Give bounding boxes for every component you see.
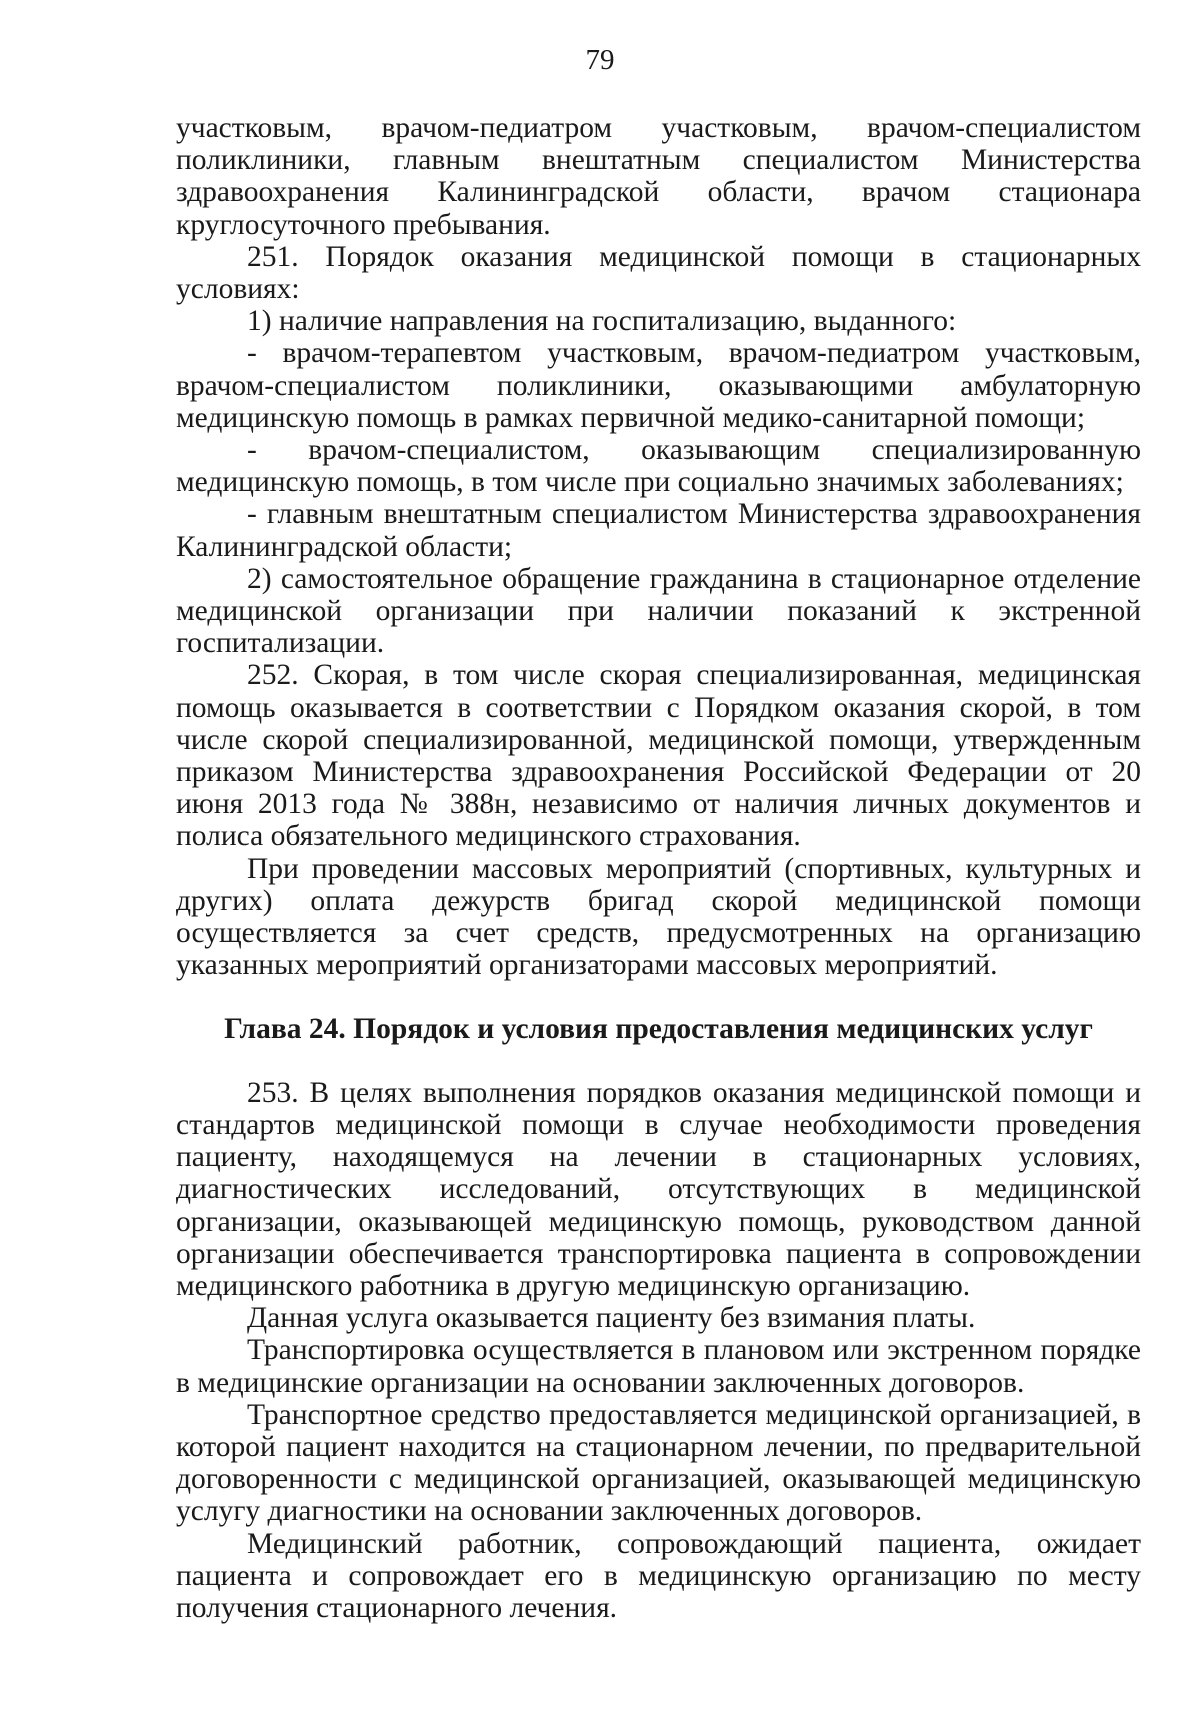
paragraph-251-item-2: 2) самостоятельное обращение гражданина в стационарное отделение медицинской организации при наличии показаний к экстренной госпитализации. [176, 562, 1141, 660]
paragraph-transportation: Транспортировка осуществляется в плановом или экстренном порядке в медицинские организации на основании заключенных договоров. [176, 1334, 1141, 1399]
paragraph-continuation: участковым, врачом-педиатром участковым, врачом-специалистом поликлиники, главным внештатным специалистом Министерства здравоохранения Калининградской области, врачом стационара круглосуточного пребывания. [176, 112, 1141, 241]
paragraph-251-item-1: 1) наличие направления на госпитализацию, выданного: [247, 305, 957, 338]
paragraph-free-service: Данная услуга оказывается пациенту без взимания платы. [247, 1302, 976, 1335]
paragraph-bullet-specialist: - врачом-специалистом, оказывающим специализированную медицинскую помощь, в том числе при социально значимых заболеваниях; [176, 434, 1141, 499]
document-body [176, 112, 1141, 1624]
chapter-heading: Глава 24. Порядок и условия предоставления медицинских услуг [224, 1013, 1093, 1046]
paragraph-vehicle: Транспортное средство предоставляется медицинской организацией, в которой пациент находится на стационарном лечении, по предварительной договоренности с медицинской организацией, оказывающей медицинскую услугу диагностики на основании заключенных договоров. [176, 1398, 1141, 1528]
paragraph-mass-events: При проведении массовых мероприятий (спортивных, культурных и других) оплата дежурств бригад скорой медицинской помощи осуществляется за счет средств, предусмотренных на организацию указанных мероприятий организаторами массовых мероприятий. [176, 852, 1141, 982]
paragraph-252: 252. Скорая, в том числе скорая специализированная, медицинская помощь оказывается в соответствии с Порядком оказания скорой, в том числе скорой специализированной, медицинской помощи, утвержденным приказом Министерства здравоохранения Российской Федерации от 20 июня 2013 года № 388н, независимо от наличия личных документов и полиса обязательного медицинского страхования. [176, 659, 1141, 853]
paragraph-bullet-chief-specialist: - главным внештатным специалистом Министерства здравоохранения Калининградской области; [176, 498, 1141, 563]
paragraph-medical-worker: Медицинский работник, сопровождающий пациента, ожидает пациента и сопровождает его в медицинскую организацию по месту получения стационарного лечения. [176, 1527, 1141, 1624]
paragraph-bullet-therapist: - врачом-терапевтом участковым, врачом-педиатром участковым, врачом-специалистом поликлиники, оказывающими амбулаторную медицинскую помощь в рамках первичной медико-санитарной помощи; [176, 337, 1141, 434]
paragraph-253: 253. В целях выполнения порядков оказания медицинской помощи и стандартов медицинской помощи в случае необходимости проведения пациенту, находящемуся на лечении в стационарных условиях, диагностических исследований, отсутствующих в медицинской организации, оказывающей медицинскую помощь, руководством данной организации обеспечивается транспортировка пациента в сопровождении медицинского работника в другую медицинскую организацию. [176, 1076, 1141, 1302]
paragraph-251-title: 251. Порядок оказания медицинской помощи в стационарных условиях: [176, 240, 1141, 306]
page-number: 79 [585, 44, 615, 76]
